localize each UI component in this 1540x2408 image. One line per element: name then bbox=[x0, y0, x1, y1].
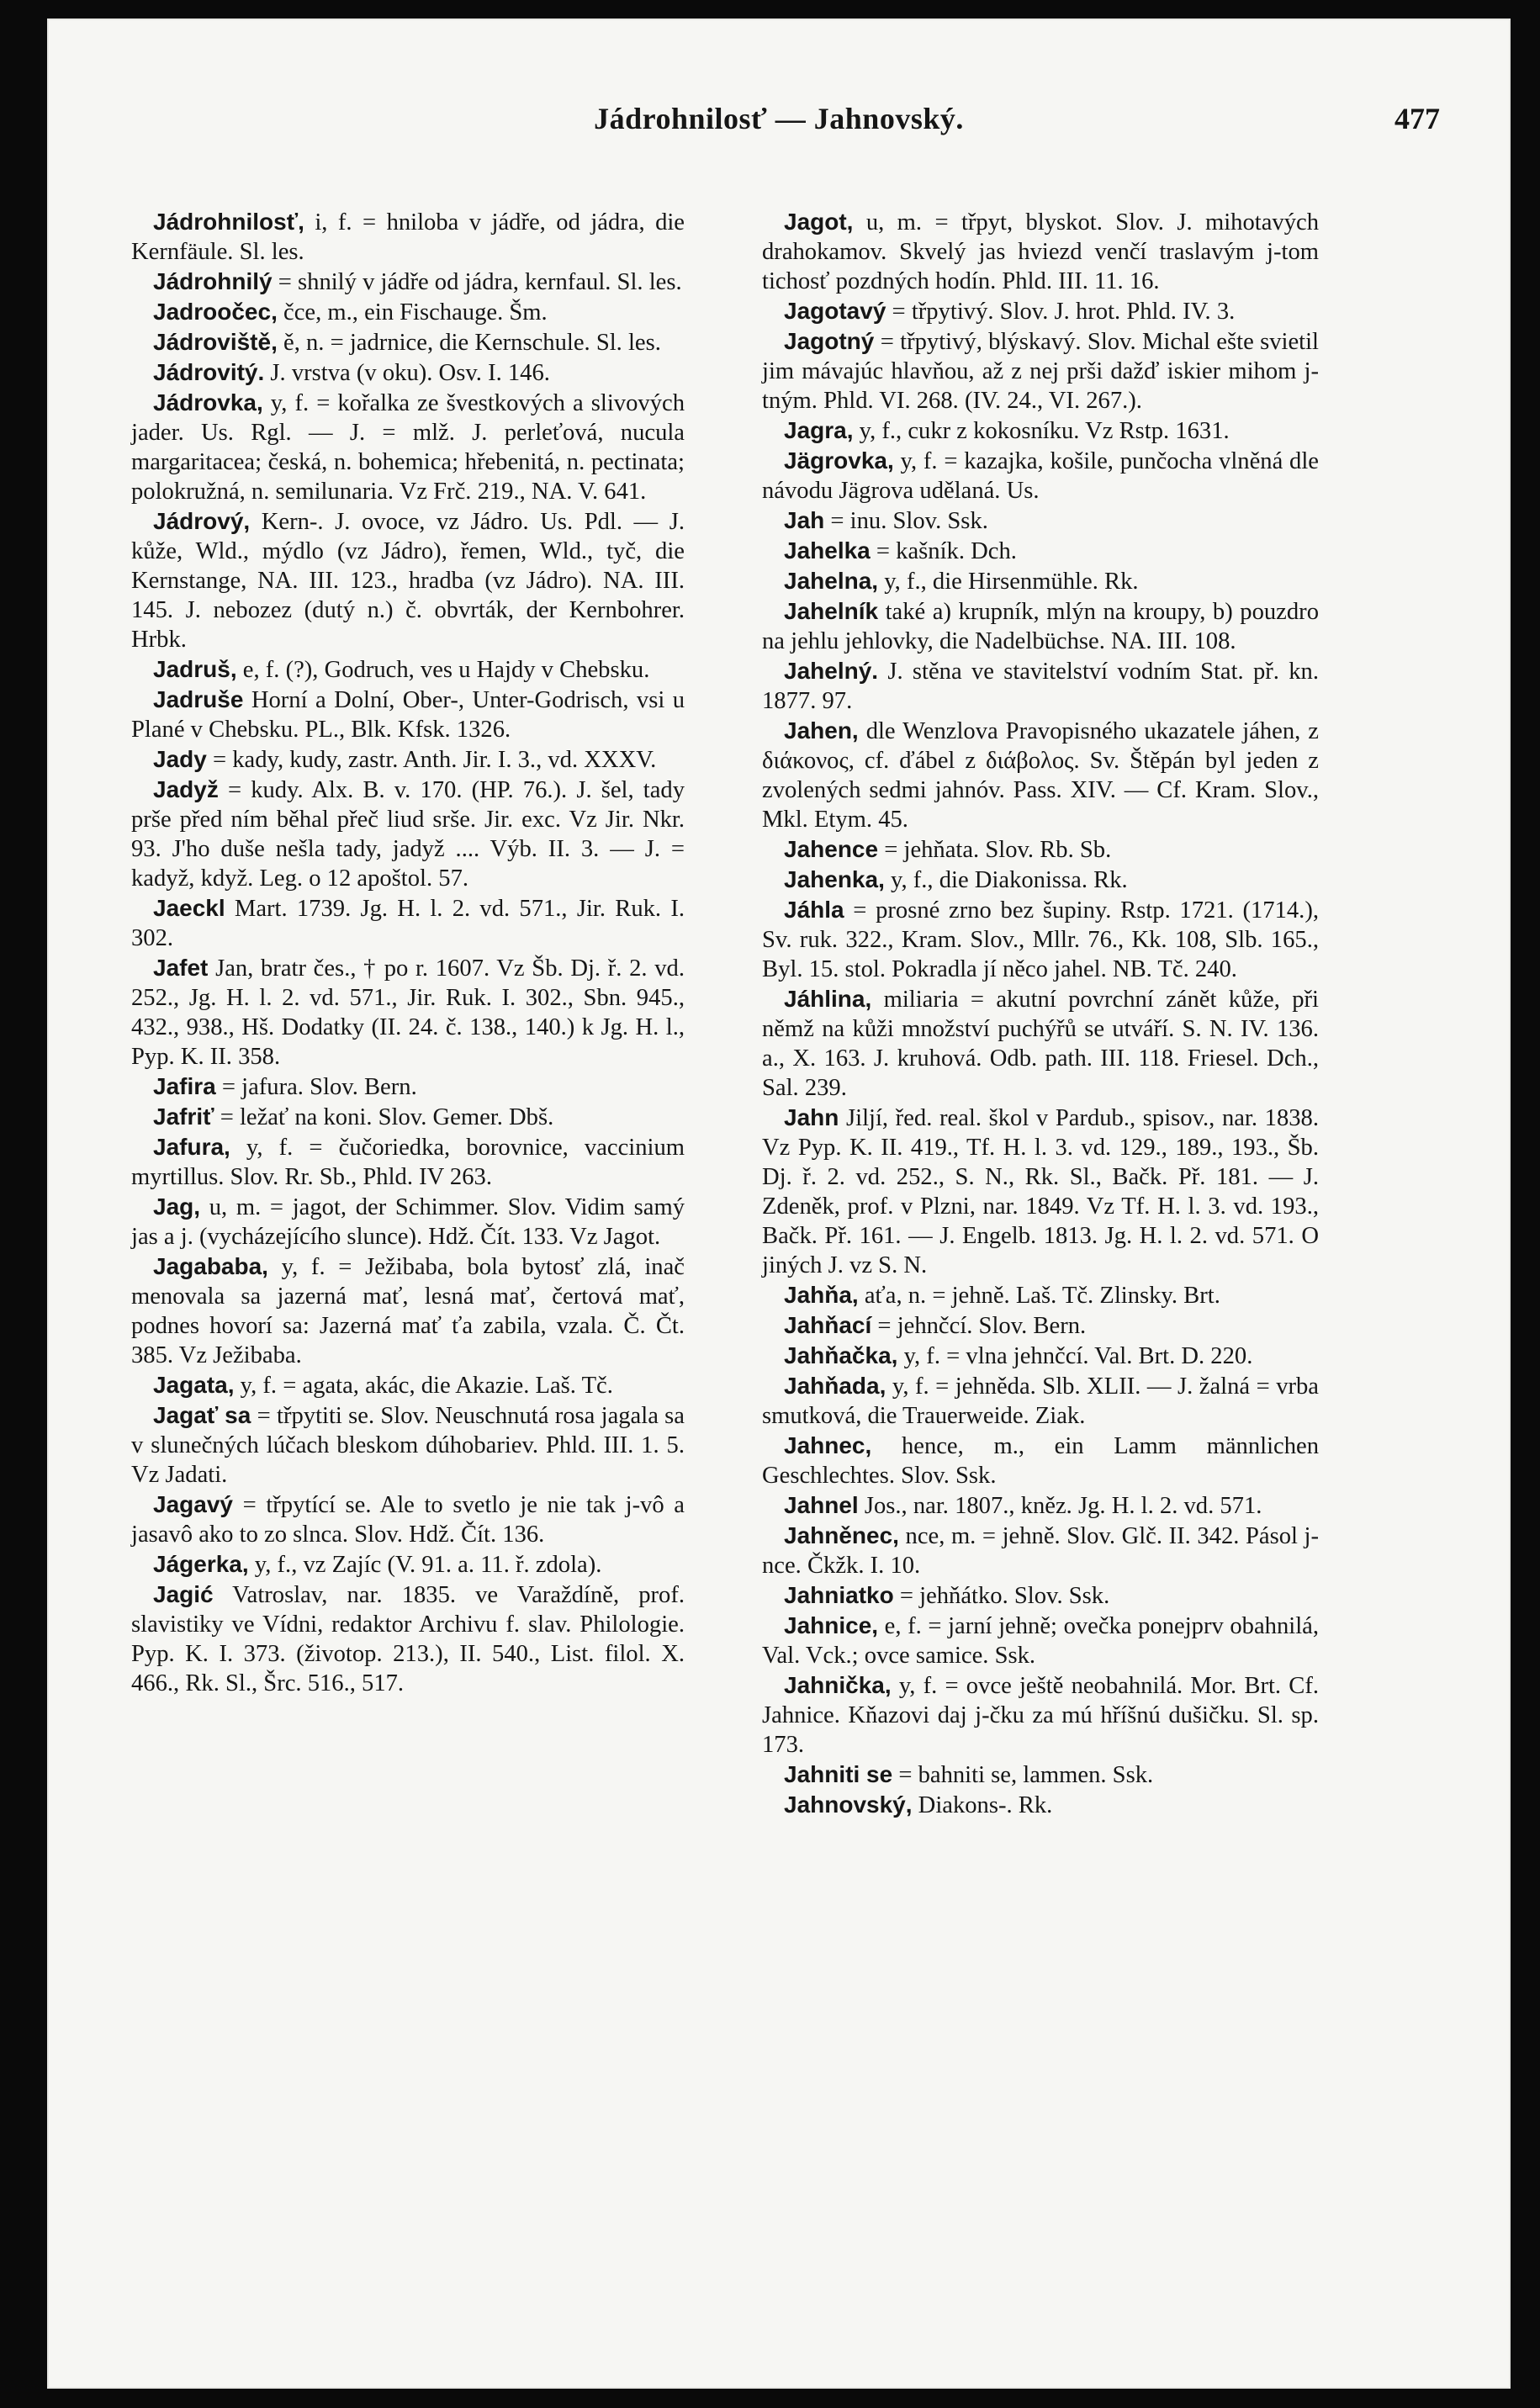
dictionary-entry bbox=[131, 1102, 685, 1132]
dictionary-entry bbox=[762, 1670, 1319, 1760]
entry-headword: Jahňada, bbox=[784, 1373, 886, 1399]
page-number: 477 bbox=[1394, 102, 1440, 135]
dictionary-entry bbox=[762, 1371, 1319, 1431]
entry-headword: Jady bbox=[153, 746, 207, 772]
entry-headword: Jagić bbox=[153, 1581, 214, 1607]
dictionary-entry bbox=[131, 1132, 685, 1192]
dictionary-entry bbox=[762, 1310, 1319, 1341]
dictionary-entry bbox=[131, 893, 685, 953]
dictionary-entry bbox=[762, 415, 1319, 446]
dictionary-entry bbox=[131, 1549, 685, 1580]
entry-text: J. vrstva (v oku). Osv. I. 146. bbox=[264, 360, 550, 386]
entry-text: = jafura. Slov. Bern. bbox=[215, 1074, 417, 1100]
entry-headword: Jahelník bbox=[784, 598, 879, 624]
entry-text: e, f. (?), Godruch, ves u Hajdy v Chebsku. bbox=[236, 657, 650, 683]
entry-headword: Jahenka, bbox=[784, 866, 885, 892]
entry-headword: Jahnovský, bbox=[784, 1791, 913, 1818]
entry-headword: Jagotavý bbox=[784, 298, 886, 324]
entry-text: aťa, n. = jehně. Laš. Tč. Zlinsky. Brt. bbox=[858, 1283, 1220, 1309]
entry-text: y, f. = kořalka ze švestkových a slivových jader. Us. Rgl. — J. = mlž. J. perleťová, nucula margaritacea; česká, n. bohemica; hřebenitá, n. pectinata; polokružná, n. semilunaria. Vz Frč. 219., NA. V. 641. bbox=[131, 390, 685, 505]
dictionary-entry bbox=[762, 1490, 1319, 1521]
entry-text: Diakons-. Rk. bbox=[912, 1792, 1053, 1818]
entry-text: y, f., cukr z kokosníku. Vz Rstp. 1631. bbox=[853, 418, 1230, 444]
entry-headword: Jadyž bbox=[153, 776, 219, 802]
entry-headword: Jägrovka, bbox=[784, 447, 894, 474]
entry-text: u, m. = třpyt, blyskot. Slov. J. mihotavých drahokamov. Skvelý jas hviezd venčí traslavým j-tom tichosť pozdných hodín. Phld. III. 11. 16. bbox=[762, 209, 1319, 294]
entry-text: = třpytiti se. Slov. Neuschnutá rosa jagala sa v slunečných lúčach bleskom dúhobariev. Phld. III. 1. 5. Vz Jadati. bbox=[131, 1403, 685, 1488]
entry-headword: Jagotný bbox=[784, 328, 875, 354]
dictionary-entry bbox=[762, 984, 1319, 1103]
entry-text: = jehňata. Slov. Rb. Sb. bbox=[878, 837, 1112, 863]
entry-text: J. stěna ve stavitelství vodním Stat. př. kn. 1877. 97. bbox=[762, 659, 1319, 714]
entry-headword: Jah bbox=[784, 507, 825, 533]
dictionary-entry bbox=[131, 1252, 685, 1370]
entry-text: Horní a Dolní, Ober-, Unter-Godrisch, vsi u Plané v Chebsku. PL., Blk. Kfsk. 1326. bbox=[131, 687, 685, 743]
entry-headword: Jahnička, bbox=[784, 1672, 892, 1698]
dictionary-entry bbox=[762, 865, 1319, 895]
dictionary-entry bbox=[762, 1580, 1319, 1611]
dictionary-entry bbox=[762, 716, 1319, 834]
entry-text: Jan, bratr čes., † po r. 1607. Vz Šb. Dj. ř. 2. vd. 252., Jg. H. l. 2. vd. 571., Jir. Ruk. I. 302., Sbn. 945., 432., 938., Hš. Dodatky (II. 24. č. 138., 140.) k Jg. H. l., Pyp. K. II. 358. bbox=[131, 955, 685, 1070]
entry-text: = prosné zrno bez šupiny. Rstp. 1721. (1714.), Sv. ruk. 322., Kram. Slov., Mllr. 76., Kk. 108, Slb. 165., Byl. 15. stol. Pokradla jí něco jahel. NB. Tč. 240. bbox=[762, 897, 1319, 982]
entry-text: Jiljí, řed. real. škol v Pardub., spisov., nar. 1838. Vz Pyp. K. II. 419., Tf. H. l. 3. vd. 129., 189., 193., Šb. Dj. ř. 2. vd. 252., S. N., Rk. Sl., Bačk. Př. 181. — J. Zdeněk, prof. v Plzni, nar. 1849. Vz Tf. H. l. 3. vd. 193., Bačk. Př. 161. — J. Engelb. 1813. Jg. H. l. 2. vd. 571. O jiných J. vz S. N. bbox=[762, 1105, 1319, 1278]
entry-text: u, m. = jagot, der Schimmer. Slov. Vidim samý jas a j. (vycházejícího slunce). Hdž. Čít. 133. Vz Jagot. bbox=[131, 1194, 685, 1250]
entry-headword: Jagra, bbox=[784, 417, 854, 443]
dictionary-entry bbox=[131, 267, 685, 297]
dictionary-entry bbox=[762, 446, 1319, 505]
entry-headword: Jáhlina, bbox=[784, 986, 872, 1012]
page-header bbox=[47, 101, 1511, 151]
entry-headword: Jagať sa bbox=[153, 1402, 251, 1428]
entry-headword: Jahen, bbox=[784, 717, 859, 744]
dictionary-entry bbox=[762, 1341, 1319, 1371]
entry-headword: Jafira bbox=[153, 1073, 216, 1099]
entry-text: hence, m., ein Lamm männlichen Geschlechtes. Slov. Ssk. bbox=[762, 1433, 1319, 1489]
entry-text: y, f. = jehněda. Slb. XLII. — J. žalná = vrba smutková, die Trauerweide. Ziak. bbox=[762, 1373, 1319, 1429]
entry-text: = bahniti se, lammen. Ssk. bbox=[892, 1762, 1154, 1788]
entry-text: = třpytivý. Slov. J. hrot. Phld. IV. 3. bbox=[886, 299, 1236, 325]
entry-headword: Jádrohnilosť, bbox=[153, 209, 304, 235]
dictionary-entry bbox=[762, 1611, 1319, 1670]
dictionary-entry bbox=[762, 656, 1319, 716]
entry-text: = kudy. Alx. B. v. 170. (HP. 76.). J. šel, tady prše před ním běhal přeč liud srše. Jir. exc. Vz Jir. Nkr. 93. J'ho duše nešla tady, jadyž .... Výb. II. 3. — J. = kadyž, když. Leg. o 12 apoštol. 57. bbox=[131, 777, 685, 892]
dictionary-entry bbox=[762, 536, 1319, 566]
dictionary-entry bbox=[131, 685, 685, 744]
dictionary-entry bbox=[762, 1521, 1319, 1580]
entry-headword: Jahence bbox=[784, 836, 879, 862]
dictionary-entry bbox=[762, 207, 1319, 296]
dictionary-entry bbox=[131, 1072, 685, 1102]
entry-text: Jos., nar. 1807., kněz. Jg. H. l. 2. vd. 571. bbox=[858, 1493, 1262, 1519]
entry-headword: Jahněnec, bbox=[784, 1522, 899, 1548]
dictionary-entry bbox=[762, 505, 1319, 536]
entry-headword: Jafet bbox=[153, 955, 209, 981]
dictionary-entry bbox=[762, 1431, 1319, 1490]
dictionary-entry bbox=[131, 297, 685, 327]
entry-headword: Jahelka bbox=[784, 537, 871, 564]
entry-text: Mart. 1739. Jg. H. l. 2. vd. 571., Jir. Ruk. I. 302. bbox=[131, 896, 685, 951]
entry-text: y, f., vz Zajíc (V. 91. a. 11. ř. zdola). bbox=[248, 1552, 602, 1578]
entry-text: = ležať na koni. Slov. Gemer. Dbš. bbox=[214, 1104, 554, 1130]
entry-headword: Jahniti se bbox=[784, 1761, 893, 1787]
entry-text: y, f. = kazajka, košile, punčocha vlněná dle návodu Jägrova udělaná. Us. bbox=[762, 448, 1319, 504]
entry-headword: Jahniatko bbox=[784, 1582, 894, 1608]
entry-headword: Jadruše bbox=[153, 686, 244, 712]
dictionary-entry bbox=[762, 326, 1319, 415]
entry-headword: Jagata, bbox=[153, 1372, 235, 1398]
entry-text: Kern-. J. ovoce, vz Jádro. Us. Pdl. — J. kůže, Wld., mýdlo (vz Jádro), řemen, Wld., tyč, die Kernstange, NA. III. 123., hradba (vz Jádro). NA. III. 145. J. nebozez (dutý n.) č. obvrták, der Kernbohrer. Hrbk. bbox=[131, 509, 685, 653]
dictionary-entry bbox=[762, 596, 1319, 656]
entry-text: Vatroslav, nar. 1835. ve Varaždíně, prof. slavistiky ve Vídni, redaktor Archivu f. slav. Philologie. Pyp. K. I. 373. (životop. 213.), II. 540., List. filol. X. 466., Rk. Sl., Šrc. 516., 517. bbox=[131, 1582, 685, 1696]
entry-headword: Jádrohnilý bbox=[153, 268, 273, 294]
right-column bbox=[762, 207, 1319, 1820]
dictionary-entry bbox=[762, 566, 1319, 596]
entry-headword: Jafura, bbox=[153, 1134, 230, 1160]
entry-text: = třpytící se. Ale to svetlo je nie tak j-vô a jasavô ako to zo slnca. Slov. Hdž. Čít. 136. bbox=[131, 1492, 685, 1548]
entry-headword: Jahnel bbox=[784, 1492, 859, 1518]
entry-headword: Jadruš, bbox=[153, 656, 237, 682]
entry-text: = třpytivý, blýskavý. Slov. Michal ešte svietil jim mávajúc hlavňou, až z nej prši dažď iskier mihom j-tným. Phld. VI. 268. (IV. 24., VI. 267.). bbox=[762, 329, 1319, 414]
dictionary-entry bbox=[762, 1760, 1319, 1790]
dictionary-entry bbox=[762, 1280, 1319, 1310]
entry-headword: Jádrovka, bbox=[153, 389, 263, 415]
dictionary-entry bbox=[131, 207, 685, 267]
dictionary-entry bbox=[131, 775, 685, 893]
dictionary-entry bbox=[131, 1192, 685, 1252]
entry-text: y, f., die Hirsenmühle. Rk. bbox=[878, 569, 1139, 595]
entry-text: y, f. = agata, akác, die Akazie. Laš. Tč. bbox=[234, 1373, 613, 1399]
entry-headword: Jahňa, bbox=[784, 1282, 859, 1308]
entry-headword: Jádrovitý. bbox=[153, 359, 265, 385]
entry-text: = kady, kudy, zastr. Anth. Jir. I. 3., vd. XXXV. bbox=[206, 747, 657, 773]
entry-headword: Jahelný. bbox=[784, 658, 879, 684]
dictionary-entry bbox=[131, 506, 685, 654]
entry-text: y, f. = čučoriedka, borovnice, vaccinium myrtillus. Slov. Rr. Sb., Phld. IV 263. bbox=[131, 1135, 685, 1190]
entry-text: = inu. Slov. Ssk. bbox=[824, 508, 988, 534]
entry-headword: Jagot, bbox=[784, 209, 854, 235]
dictionary-entry bbox=[762, 1790, 1319, 1820]
entry-text: = jehňátko. Slov. Ssk. bbox=[893, 1583, 1110, 1609]
dictionary-entry bbox=[131, 744, 685, 775]
entry-headword: Jahn bbox=[784, 1104, 839, 1130]
entry-text: čce, m., ein Fischauge. Šm. bbox=[277, 299, 548, 325]
entry-headword: Jahnec, bbox=[784, 1432, 872, 1458]
entry-headword: Jafriť bbox=[153, 1103, 214, 1130]
entry-text: miliaria = akutní povrchní zánět kůže, při němž na kůži množství puchýřů se utváří. S. N. IV. 136. a., X. 163. J. kruhová. Odb. path. III. 118. Friesel. Dch., Sal. 239. bbox=[762, 987, 1319, 1101]
entry-text: dle Wenzlova Pravopisného ukazatele jáhen, z διάκονος, cf. ďábel z διάβολος. Sv. Štěpán byl jeden z zvolených sedmi jahnóv. Pass. XIV. — Cf. Kram. Slov., Mkl. Etym. 45. bbox=[762, 718, 1319, 833]
dictionary-entry bbox=[131, 327, 685, 357]
entry-text: nce, m. = jehně. Slov. Glč. II. 342. Pásol j-nce. Čkžk. I. 10. bbox=[762, 1523, 1319, 1579]
entry-headword: Jagababa, bbox=[153, 1253, 268, 1279]
entry-text: i, f. = hniloba v jádře, od jádra, die Kernfäule. Sl. les. bbox=[131, 209, 685, 265]
entry-text: = kašník. Dch. bbox=[870, 538, 1017, 564]
left-column bbox=[131, 207, 685, 1698]
entry-headword: Jadroočec, bbox=[153, 299, 278, 325]
entry-headword: Jag, bbox=[153, 1193, 201, 1220]
dictionary-entry bbox=[131, 388, 685, 506]
running-head: Jádrohnilosť — Jahnovský. bbox=[594, 102, 964, 135]
dictionary-page bbox=[47, 19, 1511, 2389]
dictionary-entry bbox=[131, 1370, 685, 1400]
dictionary-entry bbox=[131, 654, 685, 685]
dictionary-entry bbox=[762, 895, 1319, 984]
entry-headword: Jáhla bbox=[784, 897, 844, 923]
dictionary-entry bbox=[762, 1103, 1319, 1280]
entry-text: e, f. = jarní jehně; ovečka ponejprv obahnilá, Val. Vck.; ovce samice. Ssk. bbox=[762, 1613, 1319, 1669]
entry-text: = jehnčcí. Slov. Bern. bbox=[871, 1313, 1087, 1339]
dictionary-entry bbox=[762, 296, 1319, 326]
entry-headword: Jádroviště, bbox=[153, 329, 278, 355]
dictionary-entry bbox=[131, 1490, 685, 1549]
entry-headword: Jagavý bbox=[153, 1491, 233, 1517]
entry-headword: Jahňačka, bbox=[784, 1342, 898, 1368]
entry-headword: Jágerka, bbox=[153, 1551, 249, 1577]
entry-text: y, f. = vlna jehnčcí. Val. Brt. D. 220. bbox=[897, 1343, 1253, 1369]
entry-headword: Jahňací bbox=[784, 1312, 872, 1338]
entry-text: = shnilý v jádře od jádra, kernfaul. Sl. les. bbox=[272, 269, 682, 295]
dictionary-entry bbox=[762, 834, 1319, 865]
dictionary-entry bbox=[131, 1580, 685, 1698]
entry-headword: Jahnice, bbox=[784, 1612, 879, 1638]
entry-text: y, f. = ovce ještě neobahnilá. Mor. Brt. Cf. Jahnice. Kňazovi daj j-čku za mú hříšnú dušičku. Sl. sp. 173. bbox=[762, 1673, 1319, 1758]
entry-text: y, f., die Diakonissa. Rk. bbox=[884, 867, 1128, 893]
entry-headword: Jahelna, bbox=[784, 568, 879, 594]
entry-headword: Jaeckl bbox=[153, 895, 225, 921]
dictionary-entry bbox=[131, 357, 685, 388]
entry-text: y, f. = Ježibaba, bola bytosť zlá, inač menovala sa jazerná mať, lesná mať, čertová mať, podnes hovorí sa: Jazerná mať ťa zabila, vzala. Č. Čt. 385. Vz Ježibaba. bbox=[131, 1254, 685, 1368]
dictionary-entry bbox=[131, 1400, 685, 1490]
entry-text: ě, n. = jadrnice, die Kernschule. Sl. les. bbox=[277, 330, 661, 356]
entry-headword: Jádrový, bbox=[153, 508, 251, 534]
entry-text: také a) krupník, mlýn na kroupy, b) pouzdro na jehlu jehlovky, die Nadelbüchse. NA. III. 108. bbox=[762, 599, 1319, 654]
dictionary-entry bbox=[131, 953, 685, 1072]
